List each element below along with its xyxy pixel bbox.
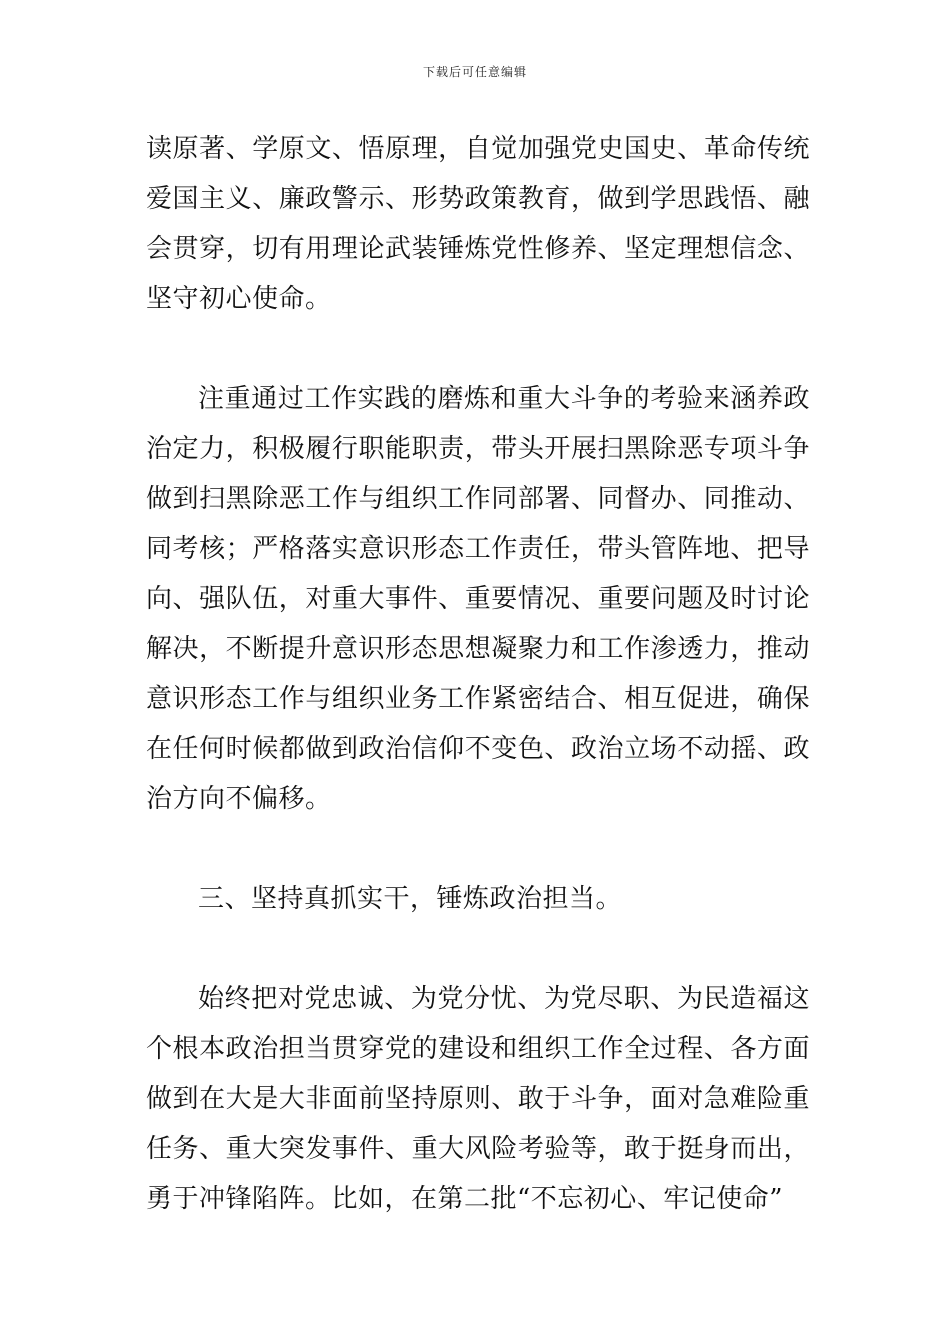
paragraph-political-resolve: 注重通过工作实践的磨炼和重大斗争的考验来涵养政治定力，积极履行职能职责，带头开展扫黑除恶专项斗争做到扫黑除恶工作与组织工作同部署、同督办、同推动、同考核；严格落实意识形态工作责任，带头管阵地、把导向、强队伍，对重大事件、重要情况、重要问题及时讨论解决，不断提升意识形态思想凝聚力和工作渗透力，推动意识形态工作与组织业务工作紧密结合、相互促进，确保在任何时候都做到政治信仰不变色、政治立场不动摇、政治方向不偏移。 — [146, 384, 810, 814]
section-heading-three: 三、坚持真抓实干，锤炼政治担当。 — [198, 884, 623, 914]
document-body — [146, 124, 810, 1224]
paragraph-spacer — [146, 824, 810, 874]
paragraph-study-theory: 读原著、学原文、悟原理，自觉加强党史国史、革命传统爱国主义、廉政警示、形势政策教育，做到学思践悟、融会贯穿，切有用理论武装锤炼党性修养、坚定理想信念、坚守初心使命。 — [146, 134, 810, 314]
paragraph-spacer — [146, 924, 810, 974]
paragraph-spacer — [146, 324, 810, 374]
paragraph-political-responsibility: 始终把对党忠诚、为党分忧、为党尽职、为民造福这个根本政治担当贯穿党的建设和组织工作全过程、各方面做到在大是大非面前坚持原则、敢于斗争，面对急难险重任务、重大突发事件、重大风险考验等，敢于挺身而出，勇于冲锋陷阵。比如，在第二批“不忘初心、牢记使命” — [146, 984, 810, 1214]
page-header-note: 下载后可任意编辑 — [422, 65, 527, 79]
